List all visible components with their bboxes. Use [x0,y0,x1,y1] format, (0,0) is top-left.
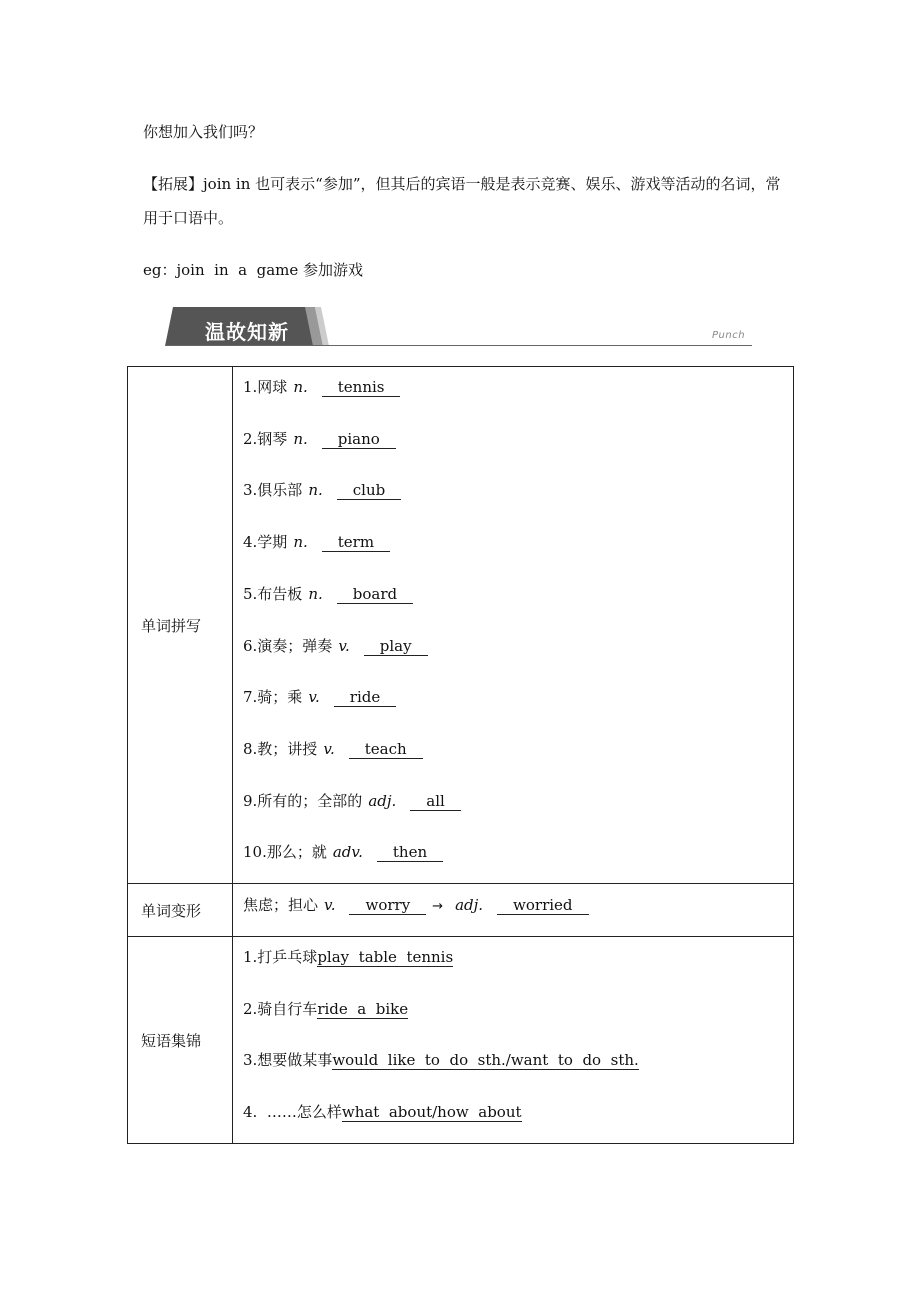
item-pos: n. [308,584,323,603]
review-table [127,366,794,1144]
spelling-item [243,531,390,552]
transform-answer2: worried [497,897,589,915]
item-cn: 5.布告板 [243,584,303,603]
transform-answer1: worry [349,897,426,915]
phrase-item [243,998,408,1019]
item-answer: then [377,844,443,862]
spelling-item [243,376,400,397]
spelling-item [243,686,396,707]
item-cn: 6.演奏；弹奏 [243,636,333,655]
phrase-category: 短语集锦 [128,937,233,1144]
transform-row [128,884,794,937]
item-pos: v. [308,688,320,707]
item-pos: n. [293,533,308,552]
item-pos: n. [293,378,308,396]
phrase-answer: would like to do sth./want to do sth. [332,1051,639,1070]
phrase-cell [233,937,794,1144]
banner-title: 温故知新 [205,320,289,344]
expand-paragraph [143,167,793,235]
item-cn: 1.网球 [243,378,288,396]
spelling-item [243,428,396,449]
spelling-item [243,738,423,759]
banner-tag: Punch [712,330,746,341]
item-cn: 4.学期 [243,533,288,552]
example-line: eg：join in a game 参加游戏 [143,261,364,279]
item-answer: term [322,534,390,552]
spelling-item [243,583,413,604]
phrase-cn: 1.打乒乓球 [243,948,318,966]
item-cn: 10.那么；就 [243,843,327,862]
item-cn: 2.钢琴 [243,429,288,448]
phrase-cn: 4. ……怎么样 [243,1103,342,1122]
spelling-item [243,479,401,500]
phrase-item [243,1049,639,1070]
item-cn: 3.俱乐部 [243,481,303,500]
phrase-answer: play table tennis [317,948,454,966]
item-answer: piano [322,431,396,449]
spelling-item [243,841,443,862]
spelling-cell [233,367,794,884]
transform-cn: 焦虑；担心 [243,896,319,914]
expand-text: join in 也可表示“参加”，但其后的宾语一般是表示竞赛、娱乐、游戏等活动的名词，常用于口语中。 [143,175,781,227]
expand-label: 【拓展】 [143,175,204,193]
phrase-row [128,937,794,1144]
phrase-item [243,946,453,967]
item-answer: play [364,638,428,656]
item-pos: v. [338,636,350,655]
phrase-answer: ride a bike [317,999,409,1018]
transform-pos1: v. [324,896,336,914]
banner-rule [165,345,752,346]
phrase-cn: 2.骑自行车 [243,999,318,1018]
item-answer: club [337,482,401,500]
item-pos: adj. [368,791,397,810]
item-pos: adv. [332,843,363,862]
transform-cell [233,884,794,937]
spelling-item [243,635,428,656]
item-cn: 7.骑；乘 [243,688,303,707]
item-answer: all [410,793,461,811]
transform-category: 单词变形 [128,884,233,937]
item-pos: n. [308,481,323,500]
item-pos: v. [323,739,335,758]
phrase-cn: 3.想要做某事 [243,1051,333,1070]
item-answer: teach [349,741,423,759]
item-cn: 8.教；讲授 [243,739,318,758]
spelling-item [243,790,461,811]
transform-pos2: adj. [455,896,484,914]
item-cn: 9.所有的；全部的 [243,791,363,810]
item-answer: ride [334,689,396,707]
item-answer: tennis [322,379,401,397]
phrase-answer: what about/how about [341,1103,522,1122]
spelling-row [128,367,794,884]
arrow-icon: → [432,899,444,914]
phrase-item [243,1101,522,1122]
item-pos: n. [293,429,308,448]
spelling-category: 单词拼写 [128,367,233,884]
item-answer: board [337,586,413,604]
transform-item [243,894,589,915]
intro-question: 你想加入我们吗？ [143,123,264,141]
